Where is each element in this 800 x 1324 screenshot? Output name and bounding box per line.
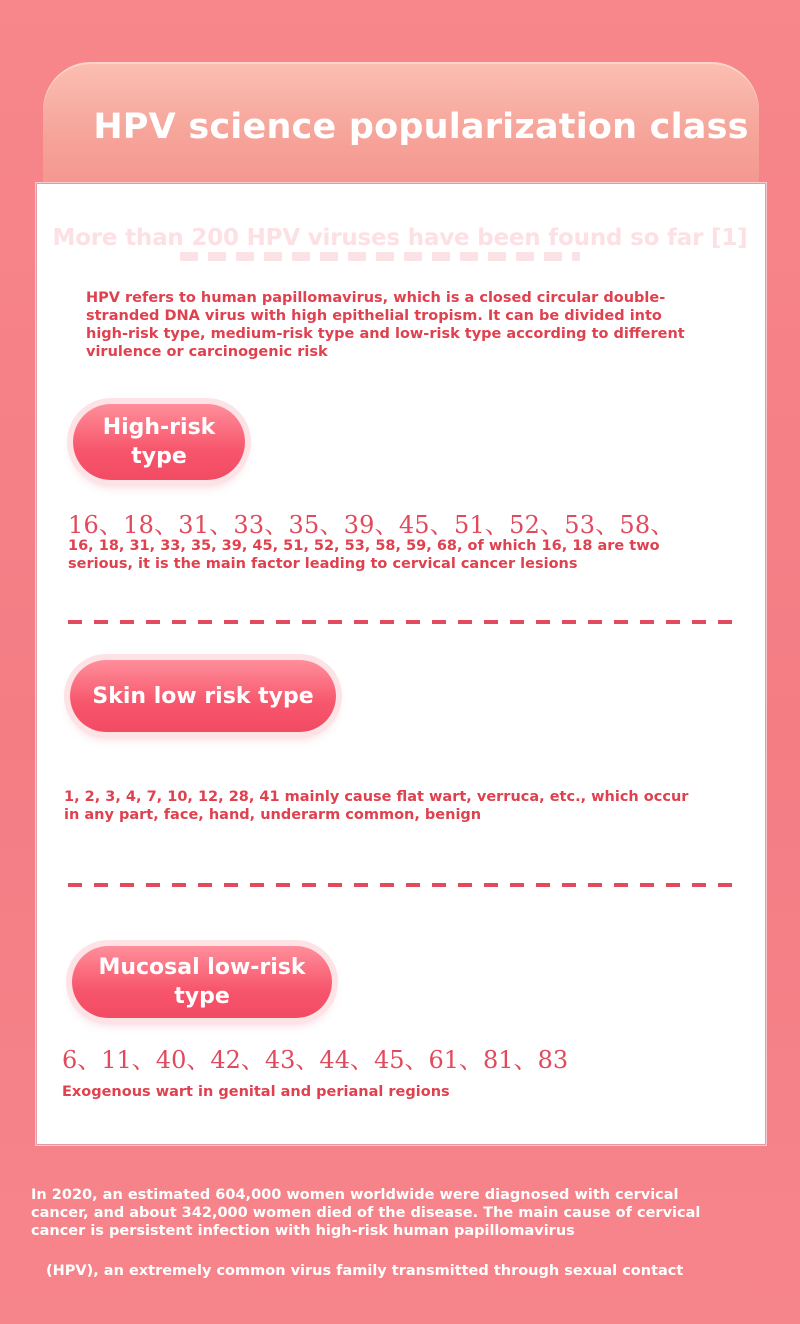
mucosal-low-risk-type-badge	[72, 946, 332, 1018]
high-risk-type-label: High-risk type	[102, 415, 216, 469]
header-banner	[43, 62, 759, 194]
skin-low-risk-type-badge	[70, 660, 336, 732]
dashed-divider	[68, 883, 736, 887]
high-risk-type-description: 16, 18, 31, 33, 35, 39, 45, 51, 52, 53, 58, 59, 68, of which 16, 18 are two serious, it is the main factor leading to cervical cancer lesions	[68, 538, 660, 572]
subtitle-decoration	[180, 252, 580, 261]
card-subtitle: More than 200 HPV viruses have been found so far [1]	[52, 225, 748, 251]
mucosal-low-risk-type-description: Exogenous wart in genital and perianal regions	[62, 1084, 450, 1100]
mucosal-low-risk-type-numbers: 6、11、40、42、43、44、45、61、81、83	[62, 1046, 569, 1074]
high-risk-type-badge	[73, 404, 245, 480]
footer-paragraph-2: (HPV), an extremely common virus family transmitted through sexual contact	[46, 1263, 684, 1279]
skin-low-risk-type-label: Skin low risk type	[92, 683, 314, 709]
dashed-divider	[68, 620, 736, 624]
page-title: HPV science popularization class	[93, 107, 749, 147]
skin-low-risk-type-description: 1, 2, 3, 4, 7, 10, 12, 28, 41 mainly cause flat wart, verruca, etc., which occur in any part, face, hand, underarm common, benign	[64, 789, 689, 823]
mucosal-low-risk-type-label: Mucosal low-risk type	[98, 955, 306, 1009]
intro-text: HPV refers to human papillomavirus, which is a closed circular double-stranded DNA virus with high epithelial tropism. It can be divided into high-risk type, medium-risk type and low-risk type according to different virulence or carcinogenic risk	[86, 290, 685, 360]
high-risk-type-numbers: 16、18、31、33、35、39、45、51、52、53、58、	[68, 511, 675, 539]
footer-paragraph-1: In 2020, an estimated 604,000 women worldwide were diagnosed with cervical cancer, and about 342,000 women died of the disease. The main cause of cervical cancer is persistent infection with high-risk human papillomavirus	[31, 1187, 701, 1239]
